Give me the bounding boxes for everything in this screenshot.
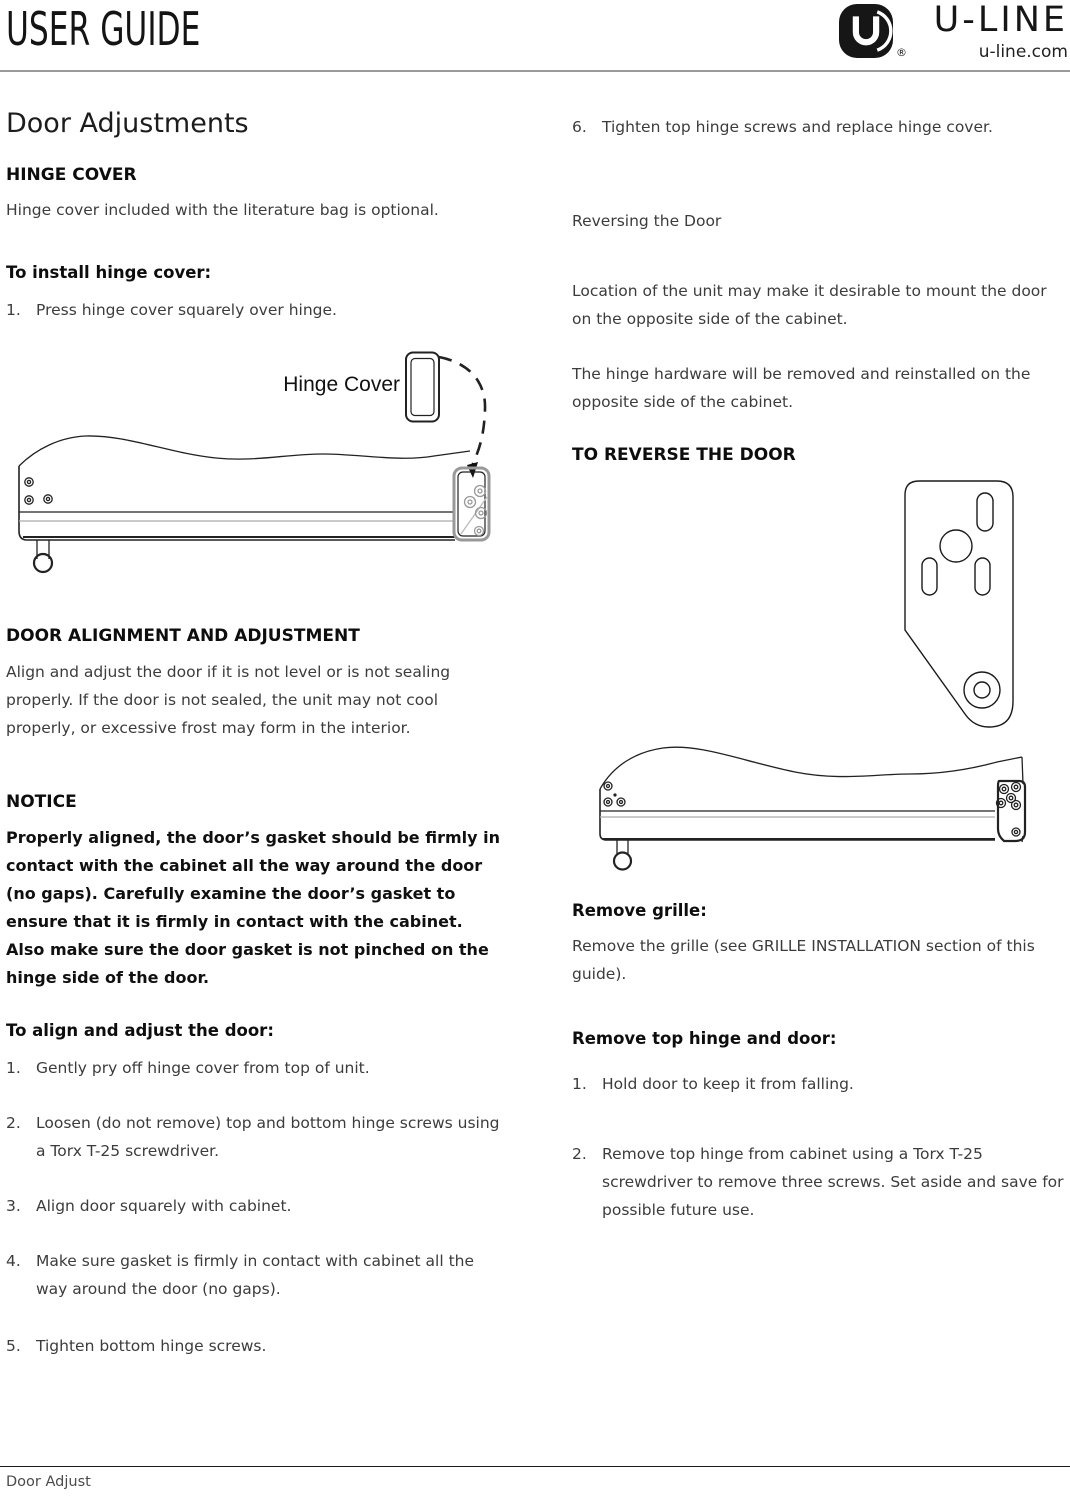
step-number: 5. xyxy=(6,1337,21,1355)
hinge-cover-heading: HINGE COVER xyxy=(6,165,137,185)
step-text: Tighten bottom hinge screws. xyxy=(36,1337,267,1355)
uline-logo-icon xyxy=(838,4,894,58)
notice-text: Properly aligned, the door’s gasket should be firmly in contact with the cabinet all the way around the door (no gaps). Carefully examine the door’s gasket to ensure that it is firmly in contact with the cabinet. Also make sure the door gasket is not pinched on the hinge side of the door. xyxy=(6,828,500,987)
step-text: Align door squarely with cabinet. xyxy=(36,1197,292,1215)
footer-section-label: Door Adjust xyxy=(6,1474,91,1490)
reverse-door-heading: TO REVERSE THE DOOR xyxy=(572,445,796,465)
remove-grille-text: Remove the grille (see GRILLE INSTALLATION section of this guide). xyxy=(572,937,1035,983)
document-title: USER GUIDE xyxy=(6,2,201,56)
align-adjust-heading: To align and adjust the door: xyxy=(6,1021,274,1040)
hinge-cover-intro: Hinge cover included with the literature bag is optional. xyxy=(6,201,439,219)
list-item xyxy=(6,1332,506,1360)
reversing-door-subtitle: Reversing the Door xyxy=(572,212,722,230)
uline-website: u-line.com xyxy=(978,42,1068,62)
cabinet-top-view-drawing-2 xyxy=(595,744,1030,886)
list-item xyxy=(572,113,1068,141)
notice-heading: NOTICE xyxy=(6,792,77,812)
step-number: 3. xyxy=(6,1197,21,1215)
page-footer xyxy=(0,1466,1070,1490)
step-number: 2. xyxy=(572,1145,587,1163)
top-hinge-plate-figure xyxy=(903,479,1015,729)
step-text: Remove top hinge from cabinet using a Torx T-25 screwdriver to remove three screws. Set aside and save for possible future use. xyxy=(602,1145,1064,1219)
remove-grille-heading: Remove grille: xyxy=(572,901,707,920)
door-alignment-intro: Align and adjust the door if it is not level or is not sealing properly. If the door is not sealed, the unit may not cool properly, or excessive frost may form in the interior. xyxy=(6,663,451,737)
remove-top-hinge-heading: Remove top hinge and door: xyxy=(572,1029,837,1048)
step-number: 4. xyxy=(6,1252,21,1270)
door-alignment-heading: DOOR ALIGNMENT AND ADJUSTMENT xyxy=(6,626,360,646)
page-header xyxy=(0,0,1070,72)
step-text: Make sure gasket is firmly in contact with cabinet all the way around the door (no gaps). xyxy=(36,1252,475,1298)
list-item xyxy=(6,1109,506,1165)
hinge-cover-label: Hinge Cover xyxy=(283,373,400,396)
step-number: 1. xyxy=(6,301,21,319)
uline-wordmark: U-LINE xyxy=(933,0,1068,40)
step-number: 1. xyxy=(572,1075,587,1093)
step-number: 1. xyxy=(6,1059,21,1077)
cabinet-top-view-reversed-figure xyxy=(595,744,1030,886)
uline-logo xyxy=(824,2,1068,68)
list-item xyxy=(572,1140,1068,1224)
step-number: 6. xyxy=(572,118,587,136)
step-text: Gently pry off hinge cover from top of unit. xyxy=(36,1059,370,1077)
right-column xyxy=(572,73,1068,1224)
list-item xyxy=(572,1070,1068,1098)
hinge-cover-figure xyxy=(18,351,496,579)
page-title: Door Adjustments xyxy=(6,108,249,139)
step-text: Loosen (do not remove) top and bottom hinge screws using a Torx T-25 screwdriver. xyxy=(36,1114,500,1160)
reversing-door-para1: Location of the unit may make it desirable to mount the door on the opposite side of the cabinet. xyxy=(572,282,1047,328)
step-number: 2. xyxy=(6,1114,21,1132)
reversing-door-para2: The hinge hardware will be removed and reinstalled on the opposite side of the cabinet. xyxy=(572,365,1031,411)
install-hinge-cover-heading: To install hinge cover: xyxy=(6,263,212,282)
step-text: Press hinge cover squarely over hinge. xyxy=(36,301,337,319)
left-column xyxy=(6,73,506,1360)
hinge-plate-drawing xyxy=(903,479,1015,729)
list-item xyxy=(6,1054,506,1082)
list-item xyxy=(6,1192,506,1220)
list-item xyxy=(6,1247,506,1303)
step-text: Hold door to keep it from falling. xyxy=(602,1075,854,1093)
registered-mark: ® xyxy=(896,46,907,59)
list-item xyxy=(6,296,506,324)
step-text: Tighten top hinge screws and replace hinge cover. xyxy=(602,118,993,136)
